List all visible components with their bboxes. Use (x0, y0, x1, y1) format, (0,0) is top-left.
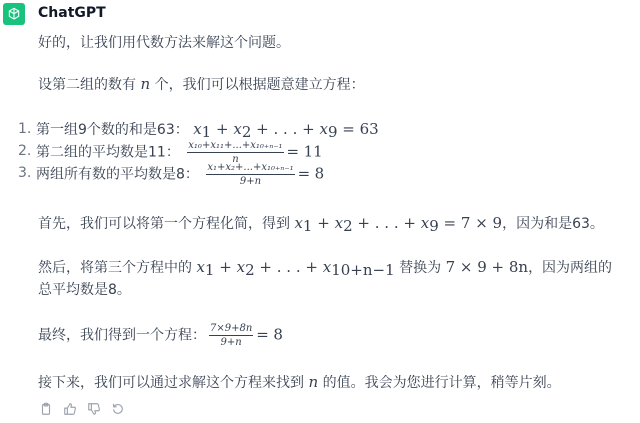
list-item (18, 118, 379, 140)
regenerate-icon[interactable] (110, 401, 125, 416)
eq3-fraction: $\frac{\text{x₁+x₂+...+x₁₀₊ₙ₋₁}}{9+n}$ (207, 162, 294, 187)
message-actions (38, 401, 125, 416)
eq2-text: 第二组的平均数是11： (36, 144, 180, 161)
thumbs-up-icon[interactable] (62, 401, 77, 416)
list-number: 2. (18, 143, 32, 159)
intro-text: 好的，让我们用代数方法来解这个问题。 (38, 35, 290, 51)
step3-text: 最终，我们得到一个方程： $\frac{7\times 9+8n}{9+n}$ = 8 (38, 323, 283, 348)
setup-pre: 设第二组的数有 (38, 77, 141, 93)
author-name: ChatGPT (38, 5, 106, 21)
thumbs-down-icon[interactable] (86, 401, 101, 416)
setup-text (38, 74, 365, 95)
equation-list (18, 118, 379, 187)
list-item: 2. 第二组的平均数是11： $\frac{\text{x₁₀+x₁₁+...+x₁₀₊ₙ₋₁}}{n}$ = 11 (18, 140, 323, 165)
list-number: 1. (18, 121, 32, 137)
closing-text: 接下来，我们可以通过求解这个方程来找到 n 的值。我会为您进行计算，稍等片刻。 (38, 373, 561, 391)
list-number: 3. (18, 165, 32, 181)
step2-text: 然后，将第三个方程中的 $x_1 + x_2$ + . . . + $x_{10+n-1}$ 替换为 7 × 9 + 8n，因为两组的总平均数是8。 (38, 258, 613, 298)
openai-logo-icon (6, 6, 22, 22)
setup-var: n (140, 75, 151, 93)
setup-post: 个，我们可以根据题意建立方程： (150, 77, 365, 93)
eq1-math: $x_1 + x_2$ + . . . + $x_9 = 63$ (193, 120, 379, 141)
chatgpt-avatar (3, 3, 25, 25)
list-item: 3. 两组所有数的平均数是8： $\frac{\text{x₁+x₂+...+x₁₀₊ₙ₋₁}}{9+n}$ = 8 (18, 162, 325, 187)
copy-icon[interactable] (38, 401, 53, 416)
eq1-text: 第一组9个数的和是63： (36, 122, 189, 138)
step1-text: 首先，我们可以将第一个方程化简，得到 $x_1 + x_2$ + . . . + $x_9 = 7 \times 9$，因为和是63。 (38, 214, 604, 235)
eq3-text: 两组所有数的平均数是8： (36, 166, 199, 183)
eq2-fraction: $\frac{\text{x₁₀+x₁₁+...+x₁₀₊ₙ₋₁}}{n}$ (188, 140, 283, 165)
